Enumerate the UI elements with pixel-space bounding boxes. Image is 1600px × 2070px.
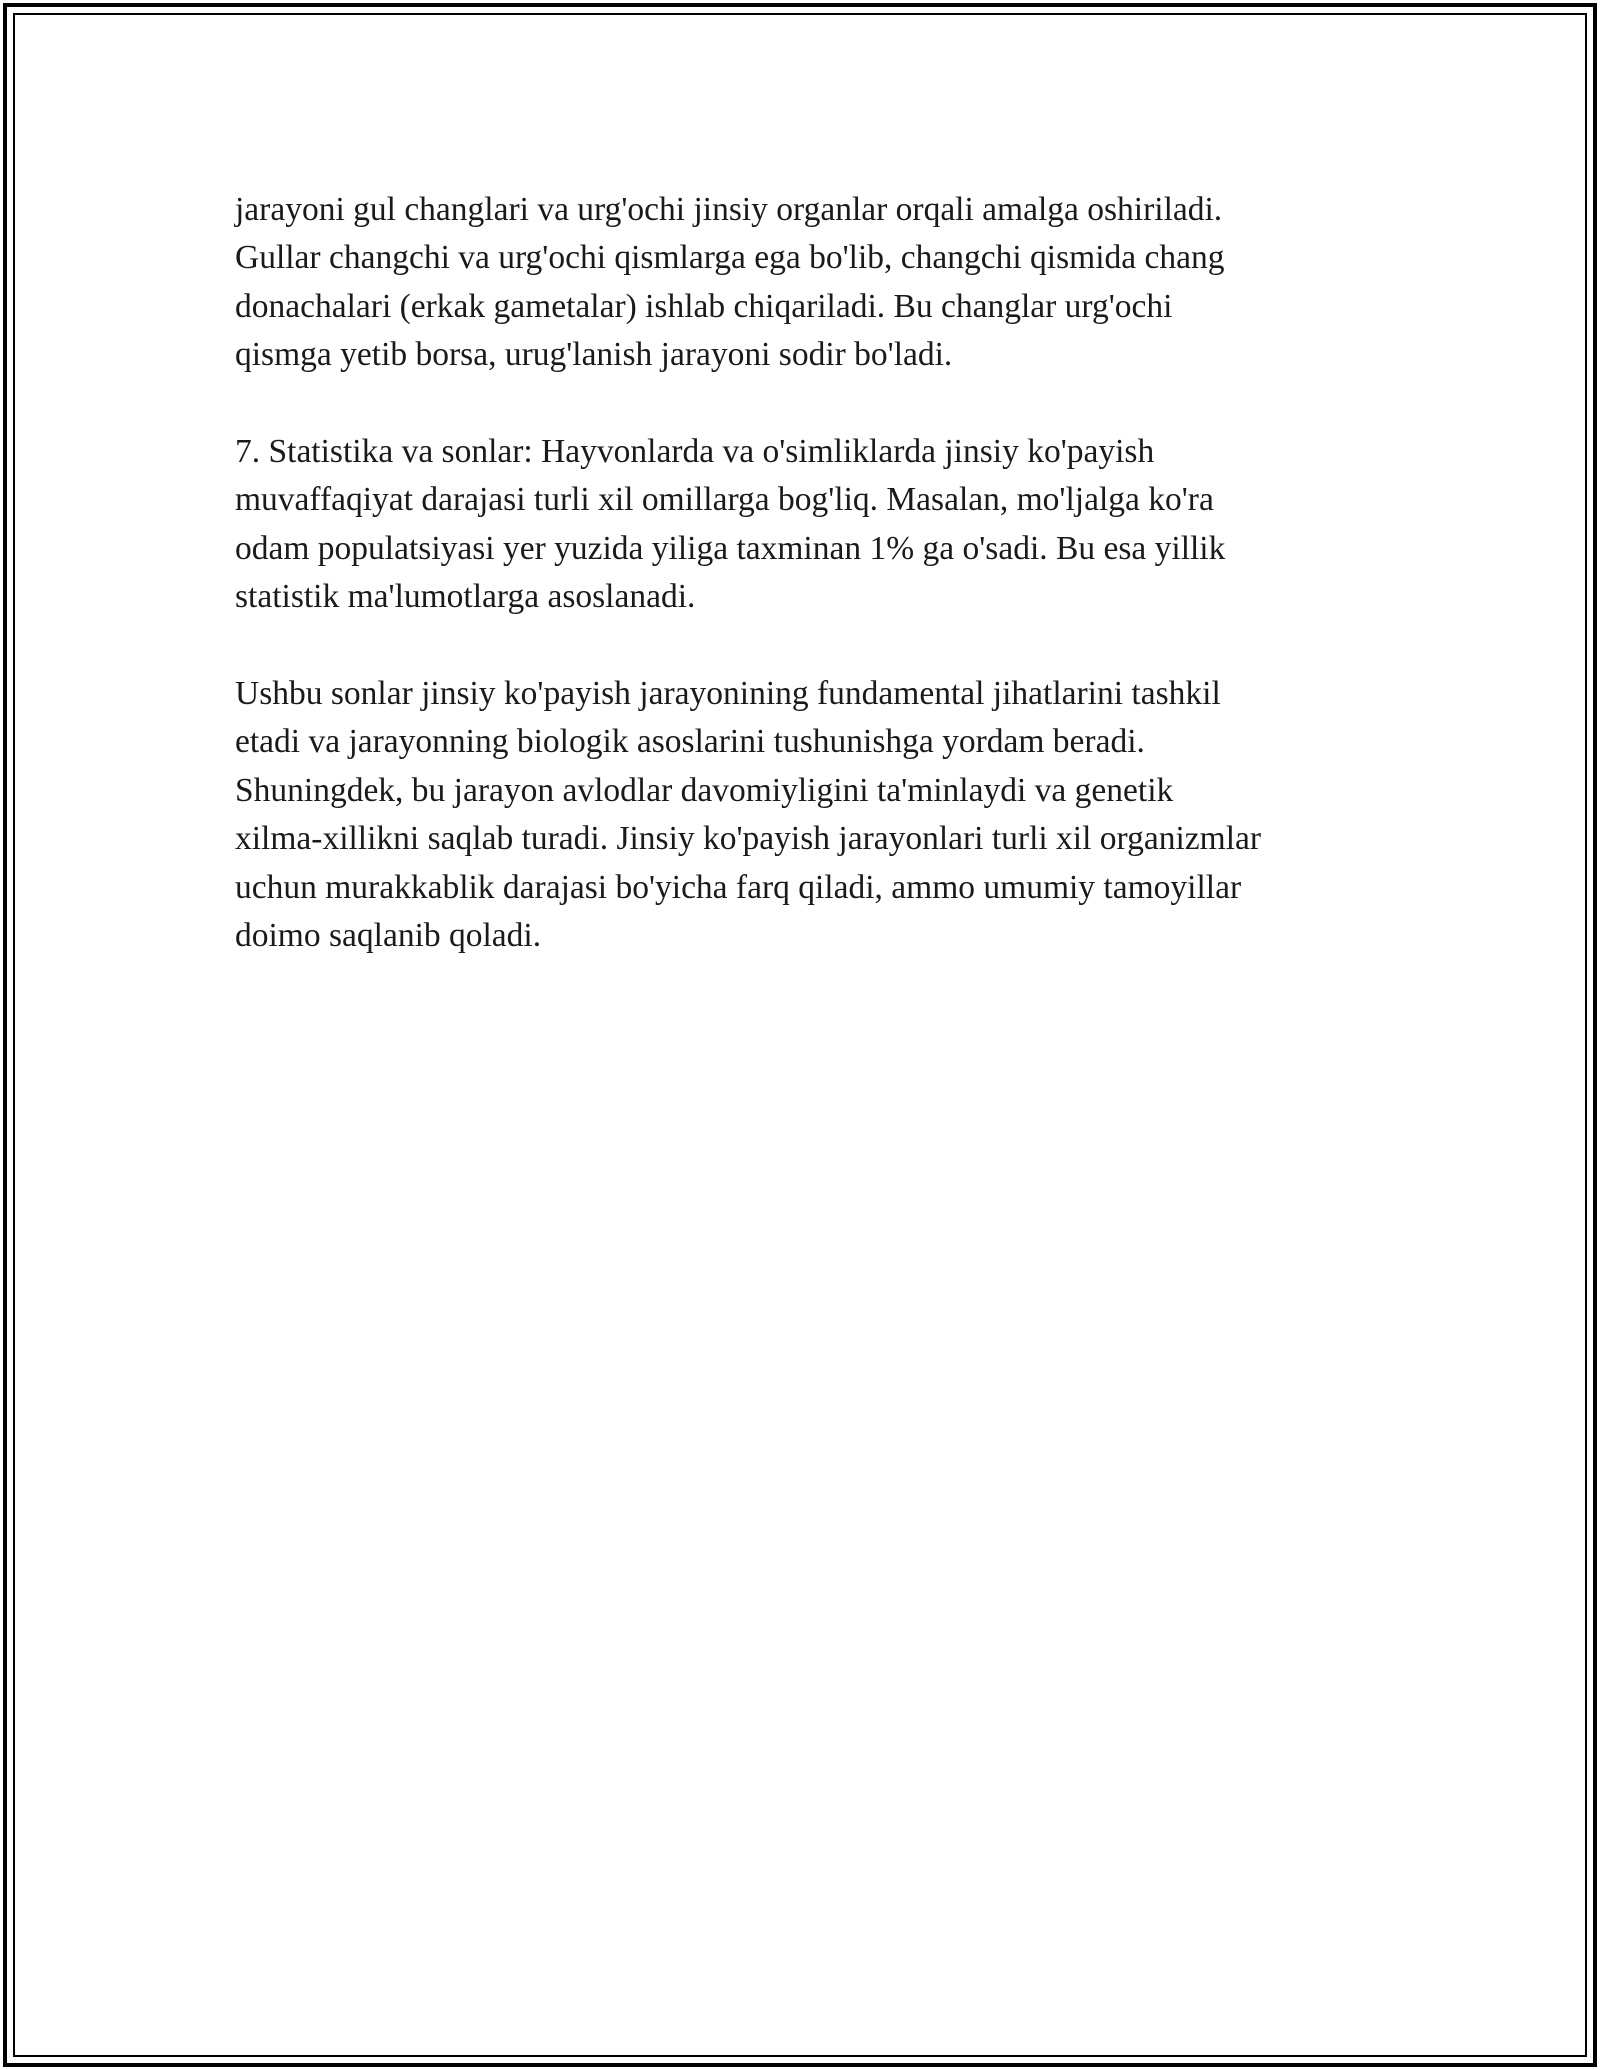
paragraph-pollination [235,186,1395,380]
document-body [235,186,1395,1009]
text-line: Gullar changchi va urg'ochi qismlarga ega bo'lib, changchi qismida chang [235,239,1225,277]
text-line: uchun murakkablik darajasi bo'yicha farq qiladi, ammo umumiy tamoyillar [235,868,1242,906]
paragraph-statistics [235,428,1395,622]
text-line: statistik ma'lumotlarga asoslanadi. [235,578,696,616]
text-line: Shuningdek, bu jarayon avlodlar davomiyligini ta'minlaydi va genetik [235,771,1174,809]
text-line: muvaffaqiyat darajasi turli xil omillarga bog'liq. Masalan, mo'ljalga ko'ra [235,481,1214,519]
text-line: jarayoni gul changlari va urg'ochi jinsiy organlar orqali amalga oshiriladi. [235,191,1223,228]
paragraph-conclusion [235,670,1395,960]
text-line: doimo saqlanib qoladi. [235,917,542,955]
text-line: 7. Statistika va sonlar: Hayvonlarda va o'simliklarda jinsiy ko'payish [235,433,1155,471]
text-line: etadi va jarayonning biologik asoslarini tushunishga yordam beradi. [235,723,1145,761]
text-line: odam populatsiyasi yer yuzida yiliga taxminan 1% ga o'sadi. Bu esa yillik [235,529,1226,567]
text-line: Ushbu sonlar jinsiy ko'payish jarayonining fundamental jihatlarini tashkil [235,675,1221,713]
text-line: xilma-xillikni saqlab turadi. Jinsiy ko'payish jarayonlari turli xil organizmlar [235,820,1262,858]
text-line: qismga yetib borsa, urug'lanish jarayoni sodir bo'ladi. [235,336,953,374]
text-line: donachalari (erkak gametalar) ishlab chiqariladi. Bu changlar urg'ochi [235,287,1173,325]
